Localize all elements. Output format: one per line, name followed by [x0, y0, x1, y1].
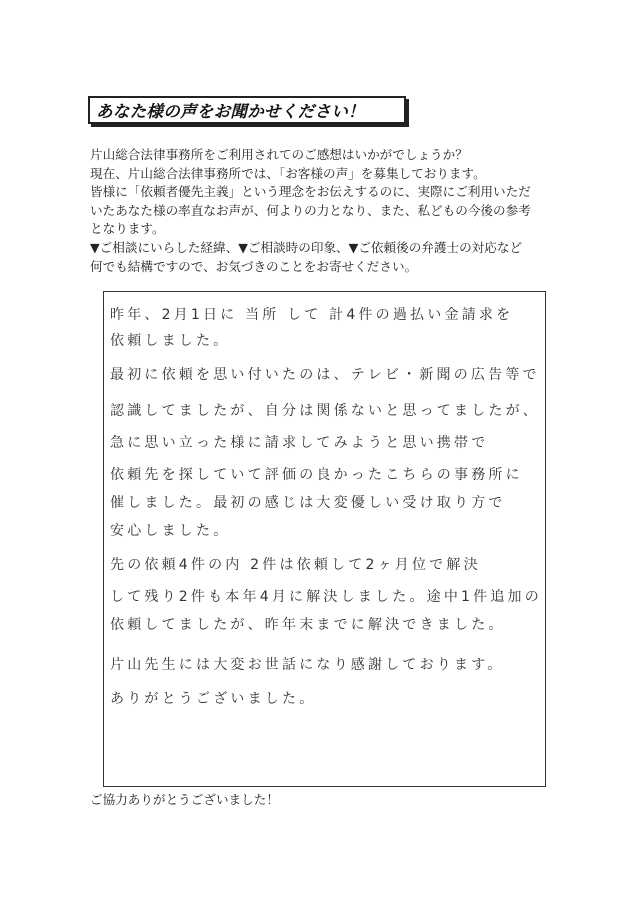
handwritten-line: 昨年、2月1日に 当所 して 計4件の過払い金請求を	[110, 307, 514, 323]
handwritten-line: 依頼先を探していて評価の良かったこちらの事務所に	[110, 467, 523, 483]
handwritten-line: 片山先生には大変お世話になり感謝しております。	[110, 657, 505, 673]
intro-line: 皆様に「依頼者優先主義」という理念をお伝えするのに、実際にご利用いただ	[90, 184, 531, 200]
handwritten-line: 依頼してましたが、昨年末までに解決できました。	[110, 617, 506, 633]
handwritten-line: 急に思い立った様に請求してみようと思い携帯で	[110, 435, 489, 451]
handwritten-line: 催しました。最初の感じは大変優しい受け取り方で	[110, 495, 506, 511]
intro-line: 何でも結構ですので、お気づきのことをお寄せください。	[90, 258, 418, 274]
intro-line: となります。	[90, 221, 165, 237]
page-title: あなた様の声をお聞かせください！	[96, 102, 365, 121]
intro-text	[90, 146, 560, 276]
handwritten-answer-box	[103, 291, 546, 787]
intro-line: いたあなた様の率直なお声が、何よりの力となり、また、私どもの今後の参考	[90, 202, 531, 218]
handwritten-line: ありがとうございました。	[110, 691, 317, 707]
handwritten-line: 安心しました。	[110, 523, 231, 539]
closing-thanks: ご協力ありがとうございました！	[90, 792, 279, 807]
handwritten-line: 最初に依頼を思い付いたのは、テレビ・新聞の広告等で	[110, 367, 540, 383]
handwritten-line: 依頼しました。	[110, 333, 231, 349]
intro-line: 現在、片山総合法律事務所では、「お客様の声」を募集しております。	[90, 165, 486, 181]
title-banner	[88, 96, 406, 124]
intro-line: ▼ご相談にいらした経緯、▼ご相談時の印象、▼ご依頼後の弁護士の対応など	[90, 239, 523, 255]
intro-line: 片山総合法律事務所をご利用されてのご感想はいかがでしょうか？	[90, 147, 468, 162]
handwritten-line: して残り2件も本年4月に解決しました。途中1件追加の	[110, 589, 542, 605]
handwritten-line: 認識してましたが、自分は関係ないと思ってましたが、	[110, 403, 540, 419]
handwritten-line: 先の依頼4件の内 2件は依頼して2ヶ月位で解決	[110, 557, 481, 573]
